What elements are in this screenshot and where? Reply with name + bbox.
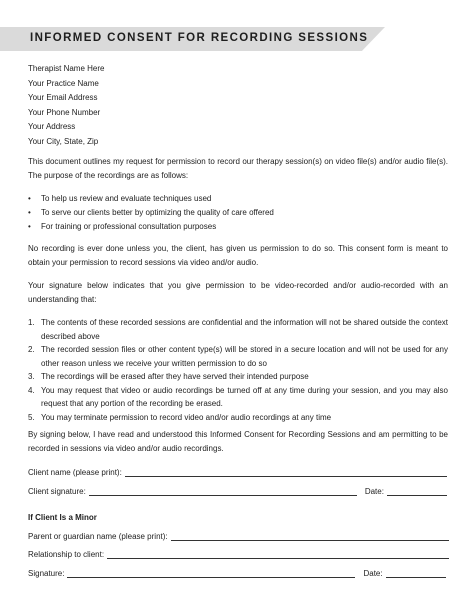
acknowledgement-paragraph: By signing below, I have read and understood this Informed Consent for Recording Sessions and am permitting to be recorded in sessions via video and/or audio recordings. (28, 430, 448, 453)
client-name-label: Client name (please print): (28, 468, 122, 477)
no-recording-paragraph: No recording is ever done unless you, the client, has given us permission to do so. This consent form is meant to obtain your permission to record sessions via video and/or audio. (28, 244, 448, 267)
purpose-list (28, 192, 274, 234)
terms-list (28, 316, 448, 424)
minor-date-input-line[interactable] (386, 568, 446, 578)
client-date-input-line[interactable] (387, 486, 447, 496)
contact-block (28, 62, 104, 149)
client-name-input-line[interactable] (125, 467, 447, 477)
list-item: 5. You may terminate permission to record video and/or audio recordings at any time (28, 412, 332, 422)
address: Your Address (28, 122, 76, 131)
relationship-field (28, 549, 449, 559)
list-item: 1. The contents of these recorded sessions are confidential and the information will not be shared outside the context described above (28, 318, 448, 341)
client-signature-input-line[interactable] (89, 486, 357, 496)
list-item: 2. The recorded session files or other content type(s) will be stored in a secure location and will not be used for any other reason unless we receive your written permission to do so (28, 345, 448, 368)
list-item: • To serve our clients better by optimizing the quality of care offered (28, 208, 274, 217)
guardian-name-input-line[interactable] (171, 531, 449, 541)
list-item: • To help us review and evaluate techniques used (28, 194, 212, 203)
relationship-input-line[interactable] (107, 549, 449, 559)
client-name-field (28, 467, 447, 477)
client-signature-label: Client signature: (28, 487, 86, 496)
list-item: • For training or professional consultation purposes (28, 222, 217, 231)
email-address: Your Email Address (28, 93, 98, 102)
minor-section-heading: If Client Is a Minor (28, 513, 97, 522)
minor-signature-field (28, 568, 446, 578)
client-date-label: Date: (364, 487, 384, 496)
guardian-name-label: Parent or guardian name (please print): (28, 532, 168, 541)
guardian-name-field (28, 531, 449, 541)
minor-date-label: Date: (363, 569, 383, 578)
list-item: 3. The recordings will be erased after they have served their intended purpose (28, 372, 309, 381)
relationship-label: Relationship to client: (28, 550, 105, 559)
minor-signature-input-line[interactable] (67, 568, 355, 578)
therapist-name: Therapist Name Here (28, 64, 105, 73)
client-signature-field (28, 486, 447, 496)
intro-paragraph: This document outlines my request for permission to record our therapy session(s) on video file(s) and/or audio file(s). The purpose of the recordings are as follows: (28, 157, 448, 180)
practice-name: Your Practice Name (28, 78, 99, 88)
document-title: INFORMED CONSENT FOR RECORDING SESSIONS (30, 32, 369, 44)
list-item: 4. You may request that video or audio recordings be turned off at any time during your session, and you may also request that any portion of the recording be erased. (28, 385, 448, 408)
signature-intro-paragraph: Your signature below indicates that you give permission to be video-recorded and/or audio-recorded with an understanding that: (28, 281, 448, 304)
phone-number: Your Phone Number (28, 107, 101, 117)
minor-signature-label: Signature: (28, 569, 65, 578)
city-state-zip: Your City, State, Zip (28, 136, 99, 146)
